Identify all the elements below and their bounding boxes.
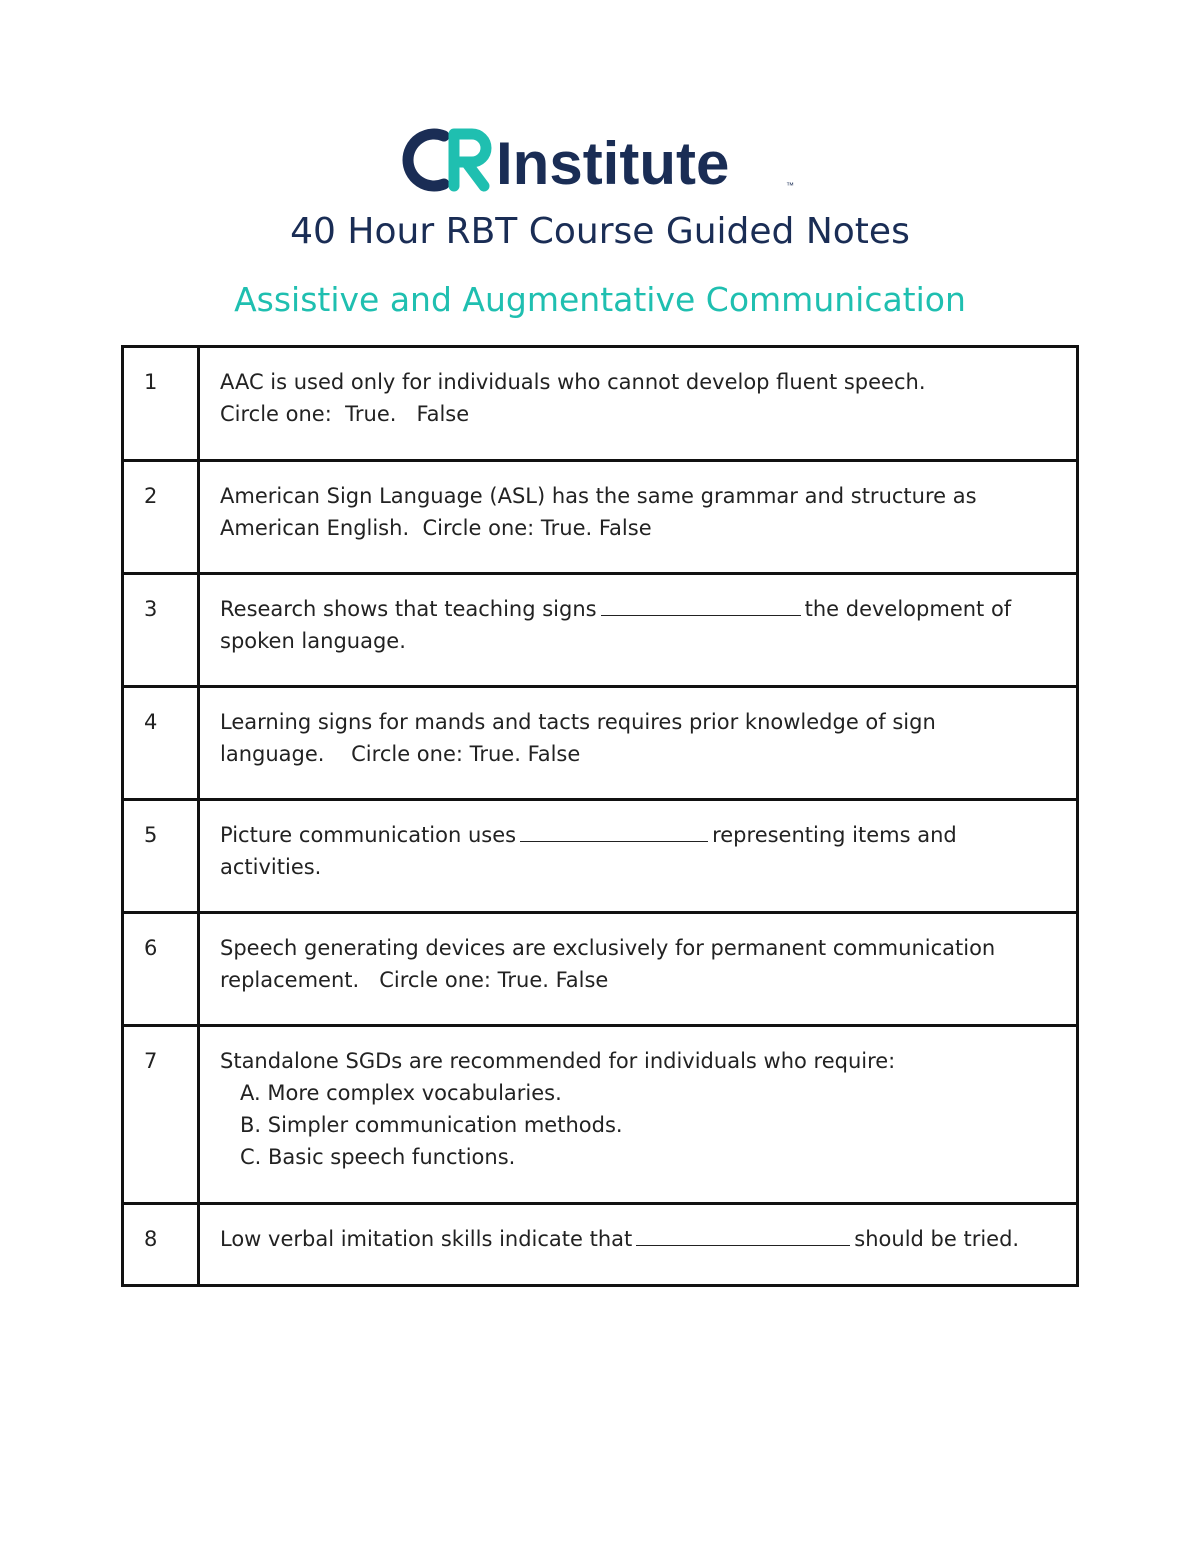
table-row xyxy=(123,347,1078,461)
question-number: 8 xyxy=(123,1204,199,1286)
answer-option-a[interactable]: A. More complex vocabularies. xyxy=(240,1081,562,1105)
answer-option-b[interactable]: B. Simpler communication methods. xyxy=(240,1113,623,1137)
question-number: 1 xyxy=(123,347,199,461)
question-line: American Sign Language (ASL) has the same grammar and structure as xyxy=(220,484,977,508)
question-text xyxy=(199,1026,1078,1204)
question-line: AAC is used only for individuals who cannot develop fluent speech. xyxy=(220,370,926,394)
question-line: Circle one: True. False xyxy=(220,402,470,426)
cr-institute-logo xyxy=(0,122,1200,202)
question-number: 3 xyxy=(123,574,199,687)
question-line: Learning signs for mands and tacts requires prior knowledge of sign xyxy=(220,710,936,734)
table-row xyxy=(123,913,1078,1026)
page-subtitle: Assistive and Augmentative Communication xyxy=(234,280,966,319)
logo-c-letter xyxy=(408,134,444,186)
question-text xyxy=(199,461,1078,574)
question-line: Standalone SGDs are recommended for individuals who require: xyxy=(220,1049,896,1073)
question-number: 4 xyxy=(123,687,199,800)
answer-option-c[interactable]: C. Basic speech functions. xyxy=(240,1145,516,1169)
table-row xyxy=(123,800,1078,913)
question-text-after: representing items and xyxy=(712,823,957,847)
question-number: 6 xyxy=(123,913,199,1026)
table-row xyxy=(123,1026,1078,1204)
logo-r-letter xyxy=(454,134,486,186)
question-text xyxy=(199,687,1078,800)
question-text-before: Picture communication uses xyxy=(220,823,517,847)
fill-in-blank[interactable] xyxy=(520,819,708,842)
question-text xyxy=(199,913,1078,1026)
question-line xyxy=(220,819,1056,851)
question-text-before: Research shows that teaching signs xyxy=(220,597,597,621)
question-text-after: should be tried. xyxy=(854,1227,1020,1251)
question-line xyxy=(220,1223,1056,1255)
page-title: 40 Hour RBT Course Guided Notes xyxy=(290,211,910,252)
question-line: Speech generating devices are exclusively for permanent communication xyxy=(220,936,996,960)
question-text xyxy=(199,800,1078,913)
logo-wordmark: Institute xyxy=(496,130,730,197)
question-number: 2 xyxy=(123,461,199,574)
question-text-after: the development of xyxy=(804,597,1012,621)
question-line: replacement. Circle one: True. False xyxy=(220,968,609,992)
guided-notes-table xyxy=(121,345,1079,1287)
question-line xyxy=(220,593,1056,625)
question-number: 5 xyxy=(123,800,199,913)
question-line: American English. Circle one: True. False xyxy=(220,516,652,540)
table-row xyxy=(123,687,1078,800)
table-row xyxy=(123,574,1078,687)
question-line: spoken language. xyxy=(220,629,406,653)
question-line: activities. xyxy=(220,855,322,879)
fill-in-blank[interactable] xyxy=(601,593,801,616)
table-row xyxy=(123,461,1078,574)
question-text xyxy=(199,347,1078,461)
table-row xyxy=(123,1204,1078,1286)
question-number: 7 xyxy=(123,1026,199,1204)
question-line: language. Circle one: True. False xyxy=(220,742,581,766)
question-text xyxy=(199,1204,1078,1286)
question-text xyxy=(199,574,1078,687)
question-text-before: Low verbal imitation skills indicate that xyxy=(220,1227,633,1251)
logo-trademark: ™ xyxy=(786,181,794,190)
logo-graphic xyxy=(400,122,800,202)
fill-in-blank[interactable] xyxy=(636,1223,850,1246)
